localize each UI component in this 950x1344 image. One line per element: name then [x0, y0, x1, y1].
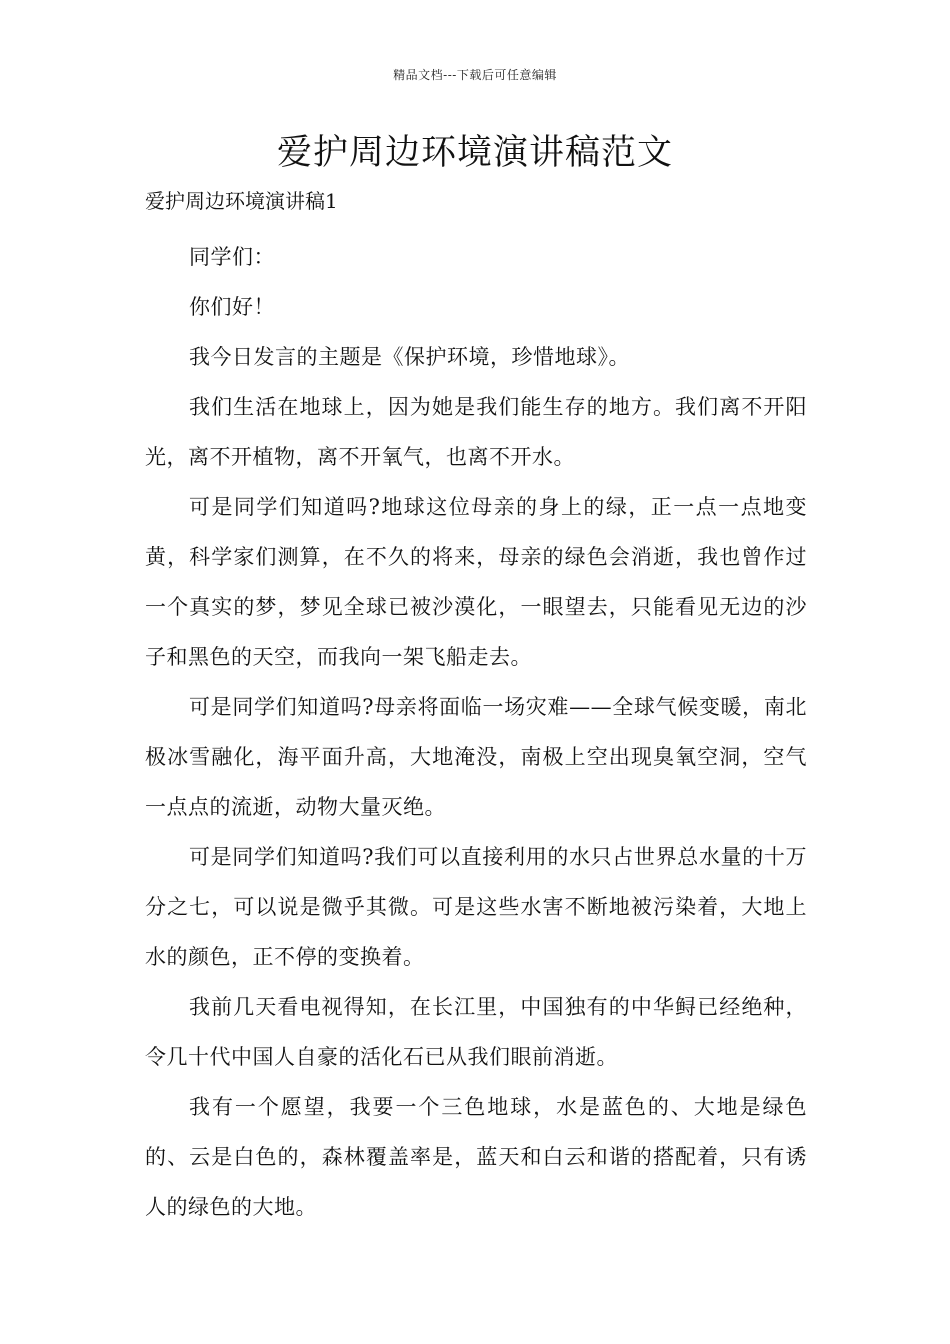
paragraph: 可是同学们知道吗?母亲将面临一场灾难——全球气候变暖，南北极冰雪融化，海平面升高，大地淹没，南极上空出现臭氧空洞，空气一点点的流逝，动物大量灭绝。	[145, 695, 807, 819]
paragraph: 我有一个愿望，我要一个三色地球，水是蓝色的、大地是绿色的、云是白色的，森林覆盖率是，蓝天和白云和谐的搭配着，只有诱人的绿色的大地。	[145, 1095, 807, 1219]
header-note: 精品文档---下载后可任意编辑	[393, 68, 557, 82]
document-body	[145, 232, 807, 1232]
document-subtitle: 爱护周边环境演讲稿1	[145, 189, 338, 213]
paragraph-topic: 我今日发言的主题是《保护环境，珍惜地球》。	[189, 345, 630, 369]
paragraph: 我前几天看电视得知，在长江里，中国独有的中华鲟已经绝种，令几十代中国人自豪的活化石已从我们眼前消逝。	[145, 995, 807, 1069]
paragraph-greeting: 同学们：	[189, 245, 275, 269]
paragraph: 可是同学们知道吗?地球这位母亲的身上的绿，正一点一点地变黄，科学家们测算，在不久的将来，母亲的绿色会消逝，我也曾作过一个真实的梦，梦见全球已被沙漠化，一眼望去，只能看见无边的沙子和黑色的天空，而我向一架飞船走去。	[145, 495, 807, 669]
paragraph-hello: 你们好！	[189, 295, 275, 319]
paragraph: 我们生活在地球上，因为她是我们能生存的地方。我们离不开阳光，离不开植物，离不开氧气，也离不开水。	[145, 395, 807, 469]
document-title: 爱护周边环境演讲稿范文	[276, 133, 673, 173]
paragraph: 可是同学们知道吗?我们可以直接利用的水只占世界总水量的十万分之七，可以说是微乎其微。可是这些水害不断地被污染着，大地上水的颜色，正不停的变换着。	[145, 845, 807, 969]
